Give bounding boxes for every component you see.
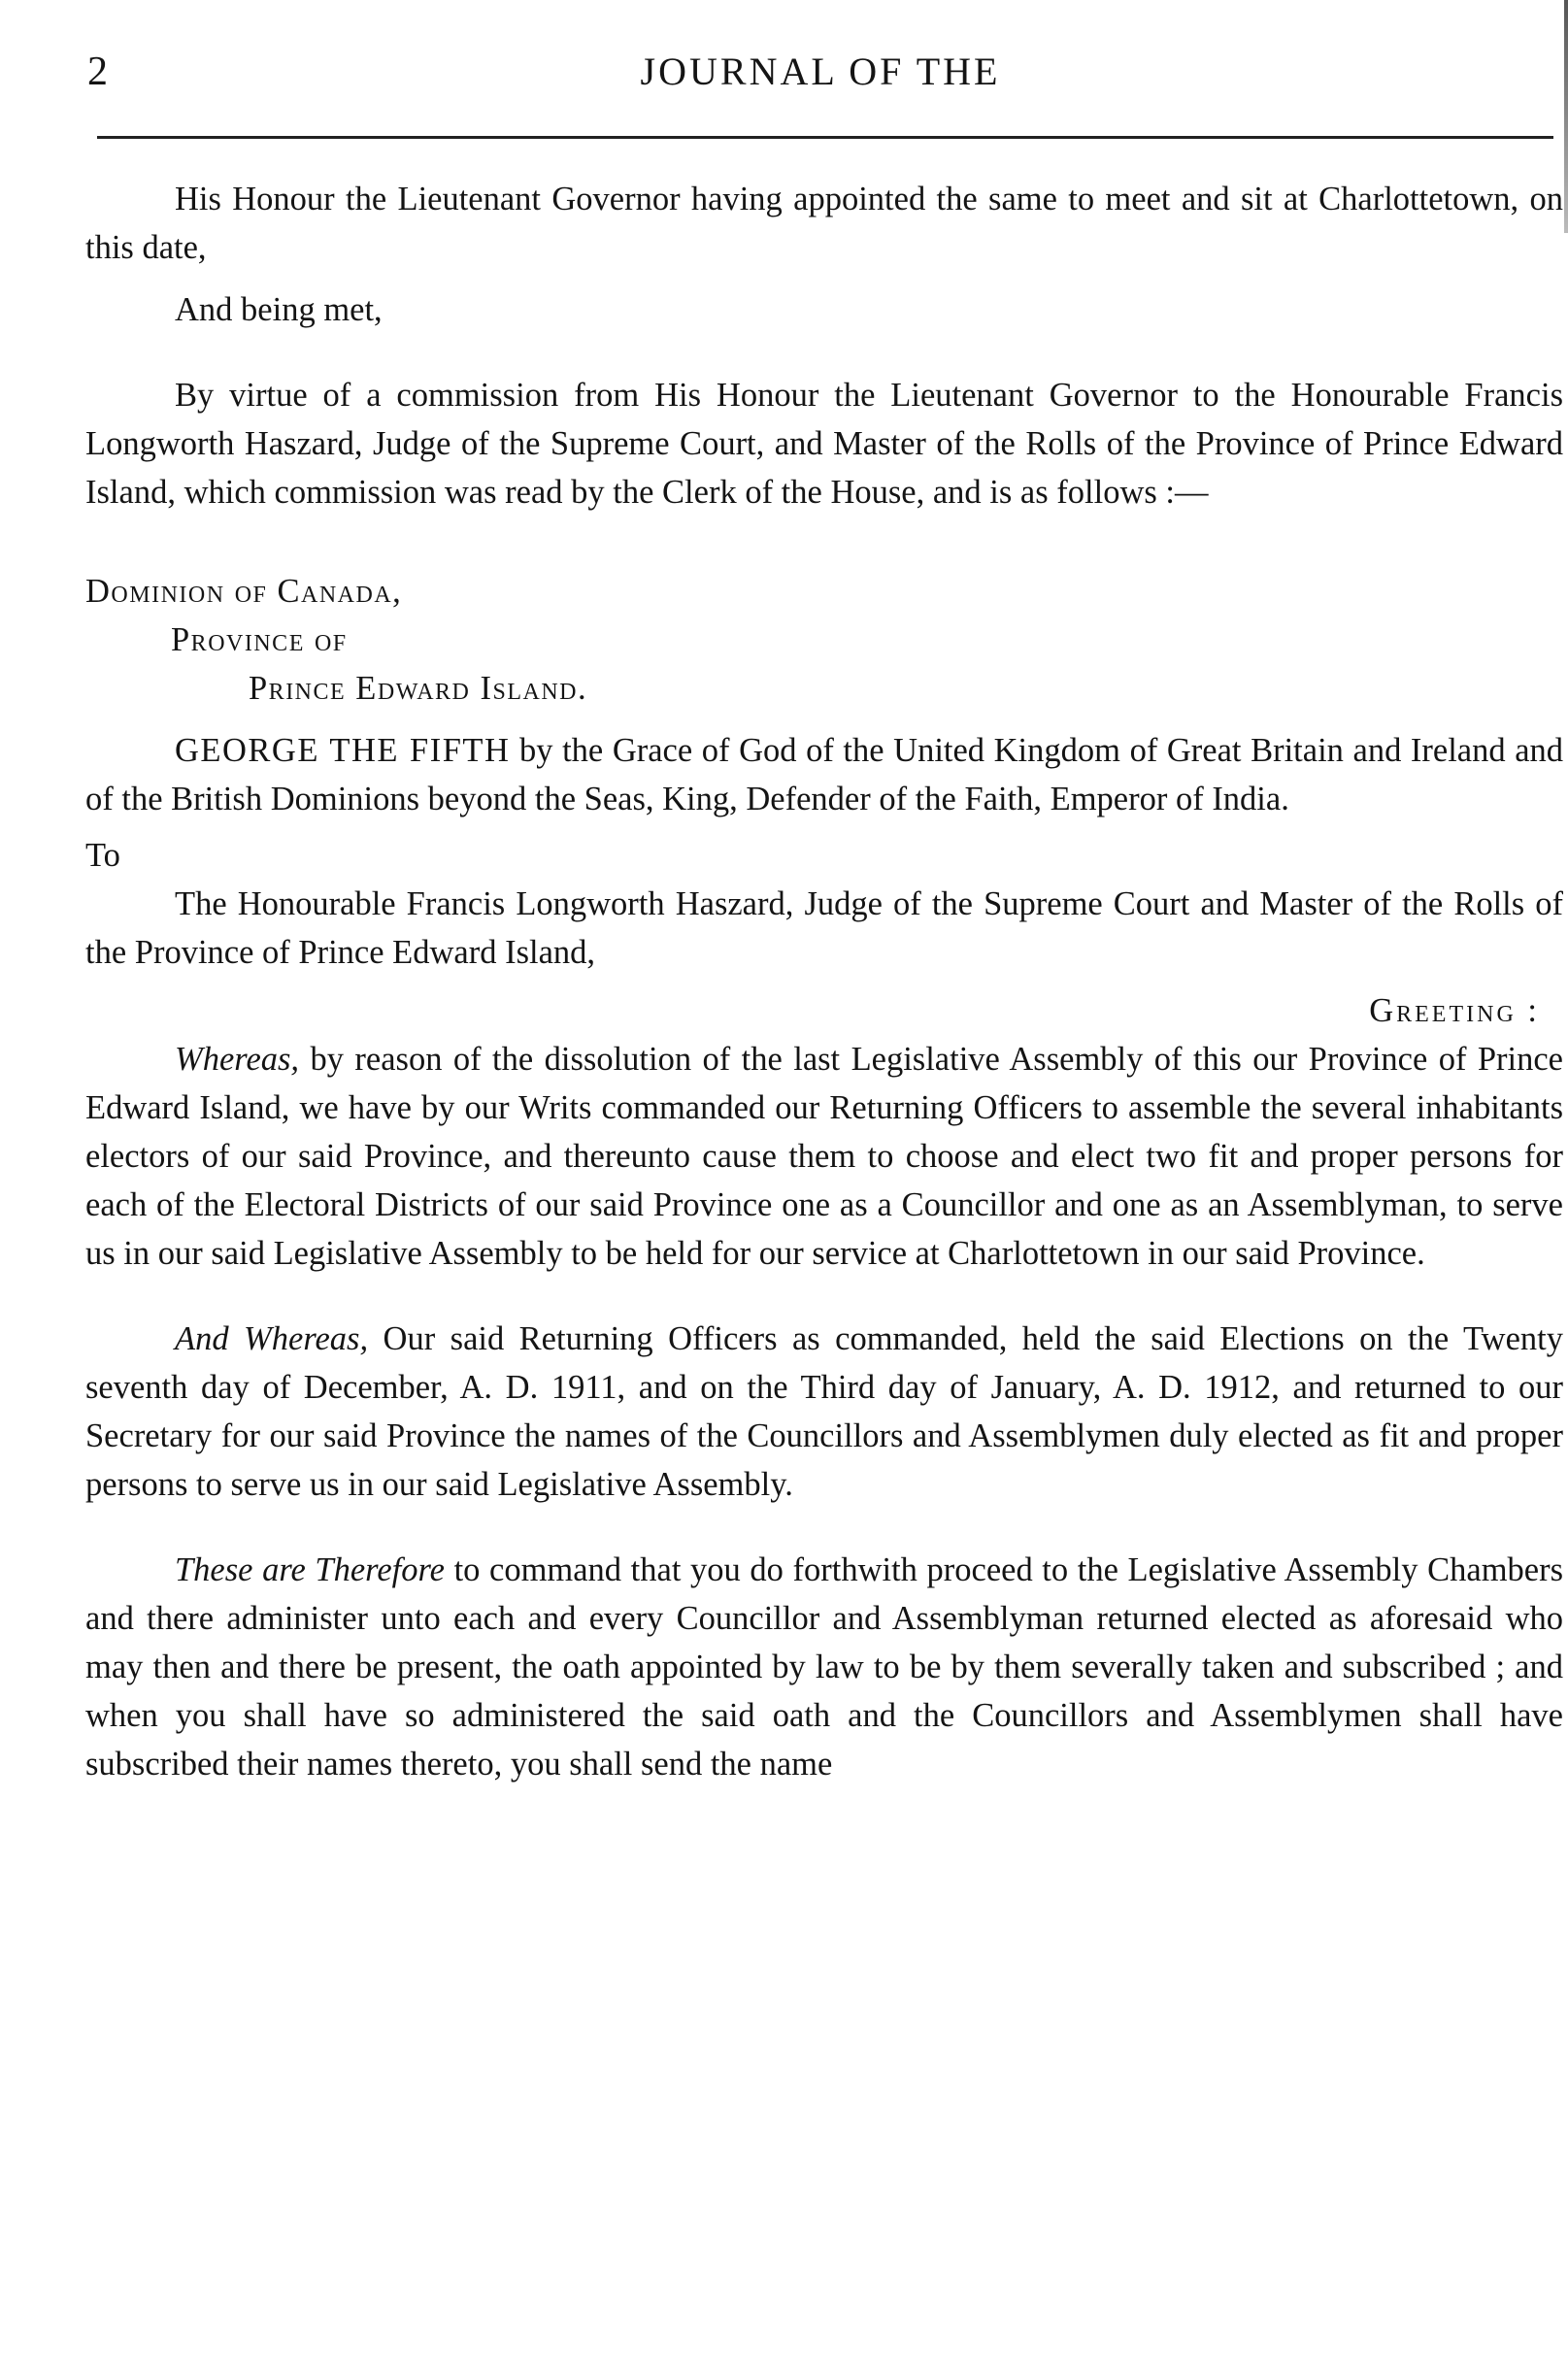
and-whereas-text: Our said Returning Officers as commanded, held the said Elections on the Twenty seventh day of December, A. D. 1911, and on the Third day of January, A. D. 1912, and returned to our Secretary for our said Province the names of the Councillors and Assemblymen duly elected as fit and proper persons to serve us in our said Legislative Assembly. <box>85 1320 1563 1503</box>
paragraph-therefore <box>85 1546 1563 1788</box>
page-edge-shadow <box>1564 0 1568 233</box>
paragraph-proclamation <box>85 726 1563 823</box>
paragraph-addressee: The Honourable Francis Longworth Haszard, Judge of the Supreme Court and Master of the Rolls of the Province of Prince Edward Island, <box>85 885 1563 971</box>
paragraph-appointment: His Honour the Lieutenant Governor having appointed the same to meet and sit at Charlottetown, on this date, <box>85 181 1563 266</box>
proclamation-lead: GEORGE THE FIFTH <box>175 732 511 769</box>
therefore-lead: These are Therefore <box>175 1551 445 1588</box>
caption-island: Prince Edward Island. <box>249 670 588 707</box>
caption-province: Province of <box>171 621 348 658</box>
whereas-text: by reason of the dissolution of the last Legislative Assembly of this our Province of Prince Edward Island, we have by our Writs commanded our Returning Officers to assemble the several inhabitants electors of our said Province, and thereunto cause them to choose and elect two fit and proper persons for each of the Electoral Districts of our said Province one as a Councillor and one as an Assemblyman, to serve us in our said Legislative Assembly to be held for our service at Charlottetown in our said Province. <box>85 1041 1563 1272</box>
whereas-lead: Whereas, <box>175 1041 300 1078</box>
therefore-text: to command that you do forthwith proceed to the Legislative Assembly Chambers and there administer unto each and every Councillor and Assemblyman returned elected as aforesaid who may then and there be present, the oath appointed by law to be by them severally taken and subscribed ; and when you shall have so administered the said oath and the Councillors and Assemblymen shall have subscribed their names thereto, you shall send the name <box>85 1551 1564 1783</box>
proclamation-text: by the Grace of God of the United Kingdom of Great Britain and Ireland and of the British Dominions beyond the Seas, King, Defender of the Faith, Emperor of India. <box>85 732 1564 817</box>
and-whereas-lead: And Whereas, <box>175 1320 369 1357</box>
running-head: JOURNAL OF THE <box>640 50 1001 93</box>
page-number: 2 <box>87 50 108 94</box>
paragraph-and-whereas <box>85 1315 1563 1509</box>
page-body <box>85 175 1563 1788</box>
paragraph-whereas <box>85 1035 1563 1278</box>
to-label: To <box>85 837 120 874</box>
header-rule <box>97 136 1553 139</box>
greeting: Greeting : <box>1369 992 1540 1029</box>
paragraph-commission-intro: By virtue of a commission from His Honour the Lieutenant Governor to the Honourable Francis Longworth Haszard, Judge of the Supreme Court, and Master of the Rolls of the Province of Prince Edward Island, which commission was read by the Clerk of the House, and is as follows :— <box>85 377 1563 511</box>
caption-dominion: Dominion of Canada, <box>85 573 403 610</box>
page-header <box>87 49 1553 107</box>
paragraph-being-met: And being met, <box>175 291 383 328</box>
